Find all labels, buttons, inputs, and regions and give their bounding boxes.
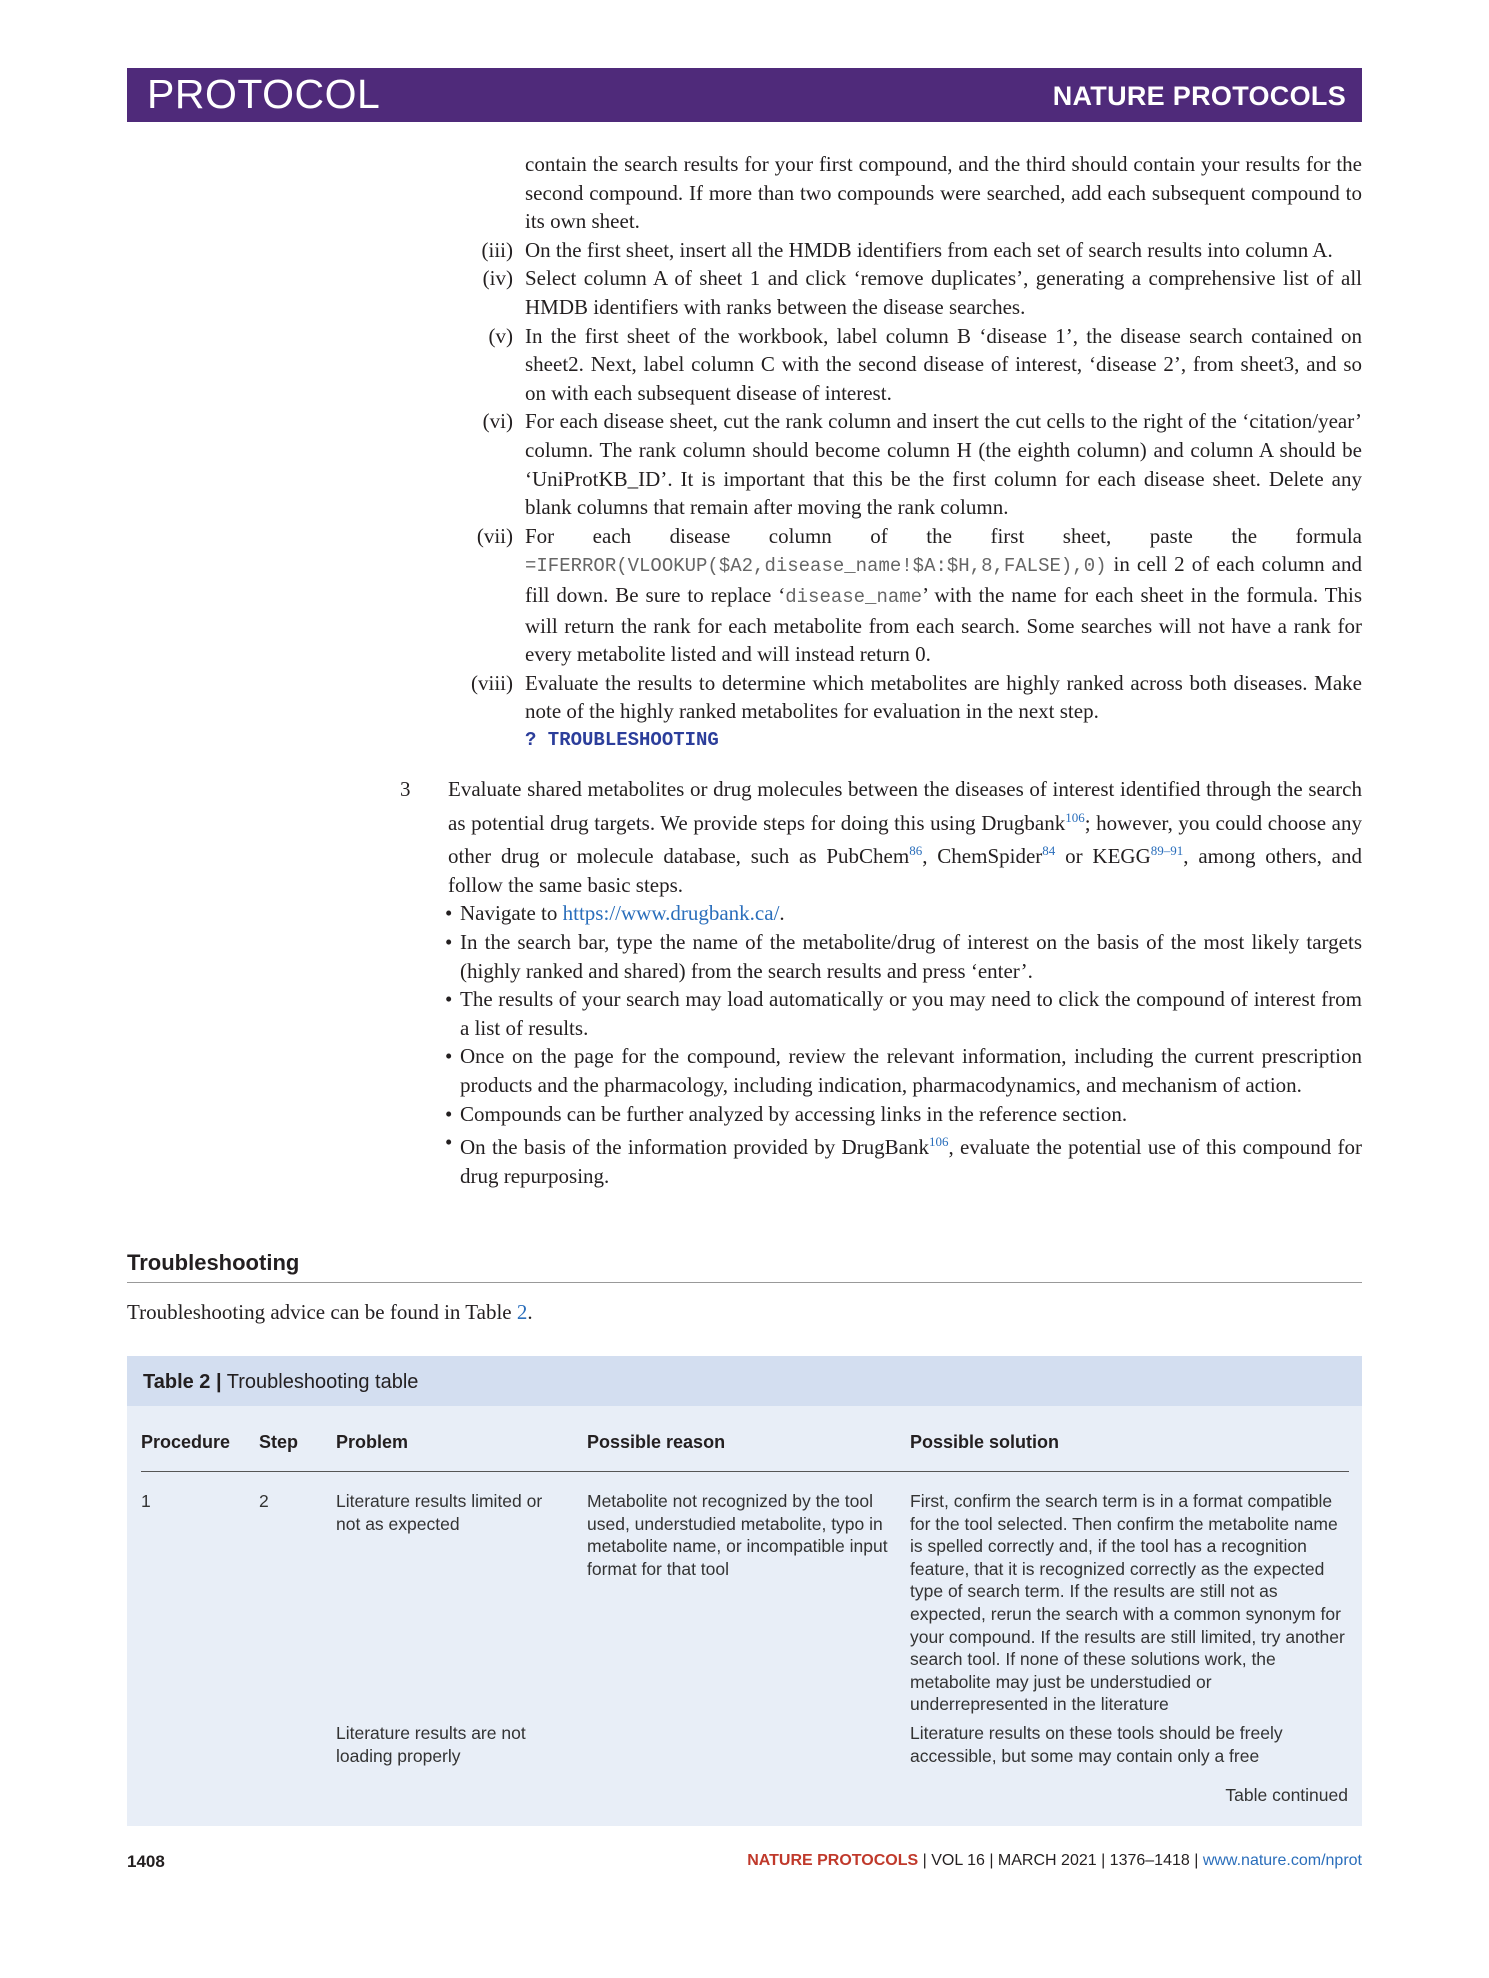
header-problem: Problem (336, 1418, 587, 1472)
table-row (141, 1722, 1349, 1767)
list-item-iv: (iv) Select column A of sheet 1 and click ‘remove duplicates’, generating a comprehensive list of all HMDB identifiers with ranks between the disease searches. (482, 266, 1362, 319)
list-item: • In the search bar, type the name of the metabolite/drug of interest on the basis of the most likely targets (highly ranked and shared) from the search results and press ‘enter’. (445, 928, 1362, 985)
troubleshooting-advice: Troubleshooting advice can be found in Table 2. (127, 1300, 533, 1324)
ref-106[interactable]: 106 (1065, 809, 1085, 825)
step-3 (400, 775, 1362, 1190)
header-reason: Possible reason (587, 1418, 910, 1472)
list-item-iii: (iii) On the first sheet, insert all the HMDB identifiers from each set of search results into column A. (481, 237, 1333, 262)
step-3-text: Evaluate shared metabolites or drug molecules between the diseases of interest identified through the search as potential drug targets. We provide steps for doing this using Drugbank$^{106}$; however, you could choose any other drug or molecule database, such as PubChem$^{86}$, ChemSpider$^{84}$ or KEGG$^{89-91}$, among others, and follow the same basic steps. (448, 777, 1363, 897)
page-number: 1408 (127, 1852, 165, 1871)
cell-reason: Metabolite not recognized by the tool used, understudied metabolite, typo in metabolite name, or incompatible input format for that tool (587, 1491, 888, 1579)
step-number: 3 (400, 777, 411, 801)
journal-url[interactable]: www.nature.com/nprot (1202, 1852, 1362, 1869)
journal-name: NATURE PROTOCOLS (1052, 81, 1346, 111)
step-3-bullets (400, 899, 1362, 1190)
cell-solution: First, confirm the search term is in a format compatible for the tool selected. Then confirm the metabolite name is spelled correctly and, if the tool has a recognition feature, that it is recognized correctly as the expected type of search term. If the results are still not as expected, rerun the search with a common synonym for your compound. If the results are still limited, try another search tool. If none of these solutions work, the metabolite may just be understudied or underrepresented in the literature (910, 1491, 1345, 1715)
cell-procedure: 1 (141, 1491, 151, 1511)
list-item-vi: (vi) For each disease sheet, cut the rank column and insert the cut cells to the right of the ‘citation/year’ column. The rank column should become column H (the eighth column) and column A should be ‘UniProtKB_ID’. It is important that this be the first column for each disease sheet. Delete any blank columns that remain after moving the rank column. (482, 409, 1362, 520)
table-grid (141, 1418, 1349, 1767)
troubleshooting-heading: Troubleshooting (127, 1250, 1362, 1283)
section-label: PROTOCOL (147, 71, 381, 117)
table-2-link[interactable]: 2 (516, 1300, 528, 1324)
cell-step: 2 (259, 1491, 269, 1511)
drugbank-link[interactable]: https://www.drugbank.ca/ (562, 901, 780, 926)
cell-procedure (141, 1722, 259, 1767)
list-item: • Navigate to https://www.drugbank.ca/. (445, 899, 1362, 928)
cell-reason (587, 1722, 910, 1767)
list-item: • On the basis of the information provided by DrugBank$^{106}$, evaluate the potential use of this compound for drug repurposing. (445, 1128, 1362, 1190)
list-item: • Compounds can be further analyzed by accessing links in the reference section. (445, 1100, 1362, 1129)
header-procedure: Procedure (141, 1418, 259, 1472)
troubleshooting-link[interactable]: ? TROUBLESHOOTING (525, 728, 719, 751)
header-solution: Possible solution (910, 1418, 1349, 1472)
list-item-viii: (viii) Evaluate the results to determine which metabolites are highly ranked across both diseases. Make note of the highly ranked metabolites for evaluation in the next step. (471, 670, 1362, 724)
cell-step (259, 1722, 336, 1767)
list-item-v: (v) In the first sheet of the workbook, label column B ‘disease 1’, the disease search contained on sheet2. Next, label column C with the second disease of interest, ‘disease 2’, from sheet3, and so on with each subsequent disease of interest. (488, 323, 1362, 405)
table-header-row (141, 1418, 1349, 1472)
formula-code: =IFERROR(VLOOKUP($A2,disease_name!$A:$H,8,FALSE),0) (525, 555, 1107, 578)
cell-solution: Literature results on these tools should be freely accessible, but some may contain only a free (910, 1722, 1283, 1766)
ref-84[interactable]: 84 (1042, 843, 1056, 859)
ref-106[interactable]: 106 (928, 1134, 949, 1150)
list-intro: contain the search results for your first compound, and the third should contain your results for the second compound. If more than two compounds were searched, add each subsequent compound to its own sheet. (525, 152, 1362, 234)
table-continued: Table continued (1225, 1785, 1348, 1805)
table-row (141, 1490, 1349, 1716)
list-item: • The results of your search may load automatically or you may need to click the compound of interest from a list of results. (445, 985, 1362, 1042)
troubleshooting-table (127, 1356, 1362, 1826)
disease-name-code: disease_name (785, 585, 923, 608)
ref-86[interactable]: 86 (909, 843, 923, 859)
page-header (127, 68, 1362, 122)
list-item: • Once on the page for the compound, review the relevant information, including the current prescription products and the pharmacology, including indication, pharmacodynamics, and mechanism of action. (445, 1042, 1362, 1099)
list-item-vii: (vii) For each disease column of the first sheet, paste the formula =IFERROR(VLOOKUP($A2,disease_name!$A:$H,8,FALSE),0) in cell 2 of each column and fill down. Be sure to replace ‘disease_name’ with the name for each sheet in the formula. This will return the rank for each metabolite from each search. Some searches will not have a rank for every metabolite listed and will instead return 0. (476, 523, 1362, 667)
roman-list (440, 150, 1362, 754)
cell-problem: Literature results are not loading properly (336, 1722, 526, 1766)
table-caption: Table 2 | Troubleshooting table (127, 1356, 1362, 1406)
header-step: Step (259, 1418, 336, 1472)
cell-problem: Literature results limited or not as expected (336, 1491, 543, 1534)
footer-citation: NATURE PROTOCOLS | VOL 16 | MARCH 2021 | 1376–1418 | www.nature.com/nprot (747, 1852, 1362, 1869)
ref-89-91[interactable]: 89–91 (1150, 843, 1184, 859)
